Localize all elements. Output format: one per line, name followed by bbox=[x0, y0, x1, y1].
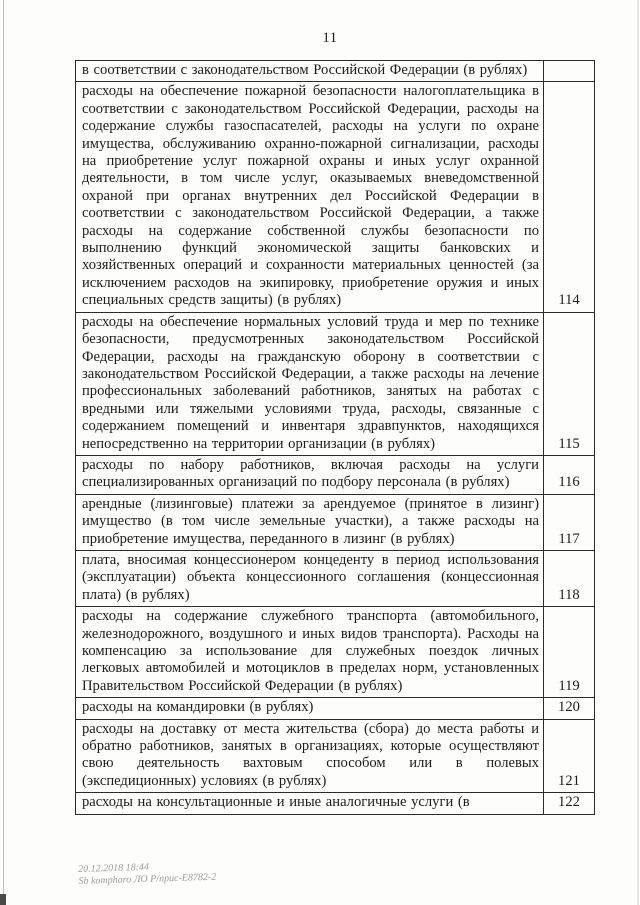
stamp-datetime: 20.12.2018 18:44 bbox=[78, 861, 150, 875]
table-row bbox=[76, 82, 595, 312]
row-description: расходы на доставку от места жительства (сбора) до места работы и обратно работников, занятых в организациях, которые осуществляют свою деятельность вахтовым способом или в полевых (экспедиционных) условиях (в рублях) bbox=[76, 719, 544, 793]
row-code: 115 bbox=[544, 312, 595, 455]
table-row bbox=[76, 719, 595, 793]
print-stamp bbox=[78, 860, 216, 888]
table-row bbox=[76, 312, 595, 455]
table-row bbox=[76, 455, 595, 494]
row-code: 119 bbox=[544, 607, 595, 698]
row-code: 117 bbox=[544, 494, 595, 550]
table-row bbox=[76, 61, 595, 82]
row-description: расходы на командировки (в рублях) bbox=[76, 698, 544, 719]
table-body bbox=[76, 61, 595, 815]
row-code bbox=[544, 61, 595, 82]
row-description: плата, вносимая концессионером концеденту в период использования (эксплуатации) объекта концессионного соглашения (концессионная плата) (в рублях) bbox=[76, 550, 544, 606]
row-description: расходы на консультационные и иные аналогичные услуги (в bbox=[76, 793, 544, 814]
page-number: 11 bbox=[322, 30, 338, 46]
row-description: расходы по набору работников, включая расходы на услуги специализированных организаций по подбору персонала (в рублях) bbox=[76, 455, 544, 494]
row-code: 114 bbox=[544, 82, 595, 312]
scan-corner-mark bbox=[0, 894, 6, 905]
row-code: 116 bbox=[544, 455, 595, 494]
row-description: арендные (лизинговые) платежи за арендуемое (принятое в лизинг) имущество (в том числе земельные участки), а также расходы на приобретение имущества, переданного в лизинг (в рублях) bbox=[76, 494, 544, 550]
row-description: расходы на содержание служебного транспорта (автомобильного, железнодорожного, воздушного и иных видов транспорта). Расходы на компенсацию за использование для служебных поездок личных легковых автомобилей и мотоциклов в пределах норм, установленных Правительством Российской Федерации (в рублях) bbox=[76, 607, 544, 698]
stamp-reference: Sb kompharo ЛО Р/прис-Е8782-2 bbox=[78, 871, 217, 887]
row-description: расходы на обеспечение нормальных условий труда и мер по технике безопасности, предусмотренных законодательством Российской Федерации, расходы на гражданскую оборону в соответствии с законодательством Российской Федерации, а также расходы на лечение профессиональных заболеваний работников, занятых на работах с вредными или тяжелыми условиями труда, расходы, связанные с содержанием помещений и инвентаря здравпунктов, находящихся непосредственно на территории организации (в рублях) bbox=[76, 312, 544, 455]
row-code: 118 bbox=[544, 550, 595, 606]
row-code: 120 bbox=[544, 698, 595, 719]
table-row bbox=[76, 793, 595, 814]
scan-edge-artifact-right bbox=[637, 0, 639, 905]
table-row bbox=[76, 698, 595, 719]
row-code: 121 bbox=[544, 719, 595, 793]
expense-codes-table bbox=[75, 60, 595, 815]
row-description: расходы на обеспечение пожарной безопасности налогоплательщика в соответствии с законодательством Российской Федерации, расходы на содержание службы газоспасателей, расходы на услуги по охране имущества, обслуживанию охранно-пожарной сигнализации, расходы на приобретение услуг пожарной охраны и иных услуг охранной деятельности, в том числе услуг, оказываемых вневедомственной охраной при органах внутренних дел Российской Федерации в соответствии с законодательством Российской Федерации, а также расходы на содержание собственной службы безопасности по выполнению функций экономической защиты банковских и хозяйственных операций и сохранности материальных ценностей (за исключением расходов на экипировку, приобретение оружия и иных специальных средств защиты) (в рублях) bbox=[76, 82, 544, 312]
row-code: 122 bbox=[544, 793, 595, 814]
row-description: в соответствии с законодательством Российской Федерации (в рублях) bbox=[76, 61, 544, 82]
scan-edge-artifact-left bbox=[3, 0, 4, 905]
table-row bbox=[76, 494, 595, 550]
table-row bbox=[76, 607, 595, 698]
table-row bbox=[76, 550, 595, 606]
